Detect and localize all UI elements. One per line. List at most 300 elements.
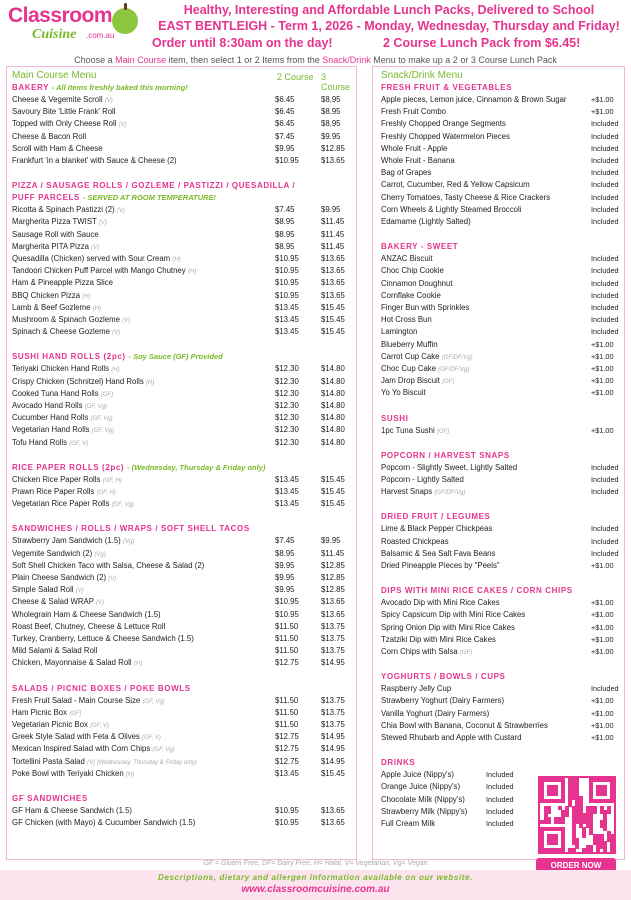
snack-item[interactable] [381,807,467,817]
website-link[interactable]: www.classroomcuisine.com.au [241,884,390,895]
menu-item[interactable] [12,156,177,166]
price-3-course: $13.65 [321,278,345,288]
snack-item[interactable] [381,782,460,792]
menu-item-name: Turkey, Cranberry, Lettuce & Cheese Sandwich (1.5) [12,634,194,643]
menu-item[interactable] [12,144,103,154]
price-3-course: $11.45 [321,548,345,558]
qr-code[interactable] [538,776,616,854]
brand-logo[interactable] [8,4,138,50]
snack-price: Included [591,168,619,178]
dietary-tag: (GF, Vg) [152,747,175,754]
section-name: BAKERY [12,83,49,92]
snack-price: Included [591,204,619,214]
menu-item-name: Topped with Only Cheese Roll [12,119,117,129]
snack-item-name: Choc Chip Cookie [381,266,444,276]
menu-item-name: GF Ham & Cheese Sandwich (1.5) [12,806,133,815]
header-line-1: Healthy, Interesting and Affordable Lunch Packs, Delivered to School [183,3,595,17]
qr-module [582,834,586,838]
snack-item-name: Dried Pineapple Pieces by "Peels" [381,561,500,570]
snack-item[interactable] [381,463,517,473]
section-heading: BAKERY - SWEET [381,242,459,252]
dietary-tag: (V) [104,98,113,104]
dietary-tag: (V) [108,576,117,582]
snack-price: +$1.00 [591,561,614,570]
menu-item[interactable] [12,573,116,584]
section-heading [12,181,295,191]
snack-item-name: ANZAC Biscuit [381,254,433,264]
snack-item[interactable] [381,352,473,363]
menu-item[interactable] [12,818,195,828]
snack-item[interactable] [381,340,438,350]
snack-item[interactable] [381,475,464,485]
snack-price: Included [591,254,619,264]
snack-item[interactable] [381,217,471,227]
snack-price: +$1.00 [591,95,614,104]
snack-price: Included [591,266,619,276]
snack-item[interactable] [381,647,472,658]
snack-item-name: Strawberry Milk (Nippy's) [381,806,468,816]
menu-item-name: Mushroom & Spinach Gozleme [12,315,120,324]
dietary-tag: (GF, Vg) [84,404,107,410]
price-3-course: $14.80 [321,376,345,386]
price-3-course: $14.95 [321,756,345,766]
section-name: PUFF PARCELS [12,193,80,203]
menu-item[interactable] [12,634,194,644]
snack-item-name: Whole Fruit - Banana [381,156,455,165]
menu-item-name: Prawn Rice Paper Rolls [12,487,95,496]
snack-item[interactable] [381,388,426,398]
snack-item-name: Corn Chips with Salsa [381,647,458,656]
snack-item-name: Avocado Dip with Mini Rice Cakes [381,598,500,608]
snack-item[interactable] [381,107,446,117]
price-2-course: $10.95 [275,609,299,619]
price-2-course: $11.50 [275,707,299,717]
menu-item[interactable] [12,806,132,816]
logo-sub-text: Cuisine [32,27,77,42]
price-2-course: $10.95 [275,266,299,276]
dietary-tag: (Vg) [94,551,106,558]
footer-info: Descriptions, dietary and allergen information available on our website. [158,873,473,882]
qr-module [589,848,593,852]
menu-item[interactable] [12,413,113,424]
snack-item[interactable] [381,327,417,337]
price-2-course: $7.45 [275,131,295,141]
menu-item[interactable] [12,303,101,314]
order-now-button[interactable]: ORDER NOW [536,858,616,874]
snack-price: Included [486,806,514,816]
qr-module [554,841,558,845]
snack-item-name: Whole Fruit - Apple [381,143,448,153]
price-3-course: $14.80 [321,388,345,398]
snack-item[interactable] [381,635,496,645]
order-deadline: Order until 8:30am on the day! [152,36,333,50]
snack-item-name: Vanilla Yoghurt (Dairy Farmers) [381,708,490,718]
section-heading [12,463,265,473]
snack-item-name: Blueberry Muffin [381,339,438,349]
qr-module [603,792,607,796]
snack-item[interactable] [381,266,444,276]
dietary-tag: (GF, H) [96,490,116,496]
menu-item[interactable] [12,107,116,117]
menu-item[interactable] [12,769,134,780]
snack-price: +$1.00 [591,388,614,398]
qr-module [561,799,565,803]
dietary-tag: (H) [125,771,135,778]
snack-price: +$1.00 [591,364,614,373]
menu-item[interactable] [12,487,116,498]
price-2-course: $12.30 [275,401,299,410]
snack-item[interactable] [381,537,449,547]
price-2-course: $12.30 [275,425,299,435]
snack-item-name: Freshly Chopped Orange Segments [381,119,506,129]
snack-item[interactable] [381,119,506,129]
snack-item[interactable] [381,279,453,289]
snack-item-name: Cinnamon Doughnut [381,278,453,288]
snack-price: Included [591,143,619,153]
menu-item[interactable] [12,585,84,596]
snack-item[interactable] [381,487,465,498]
menu-item-name: Teriyaki Chicken Hand Rolls [12,364,110,374]
price-2-course: $9.95 [275,560,295,570]
menu-item[interactable] [12,610,161,620]
menu-item[interactable] [12,696,165,707]
price-3-course: $15.45 [321,327,345,337]
price-3-course: $13.75 [321,720,345,729]
snack-item-name: Cornflake Cookie [381,290,441,300]
snack-price: Included [591,524,619,534]
section-heading [12,684,191,694]
menu-item-name: Strawberry Jam Sandwich (1.5) [12,536,121,546]
menu-item[interactable] [12,658,142,669]
menu-item[interactable] [12,401,107,412]
main-course-panel [6,66,357,860]
price-2-course: $10.95 [275,806,299,815]
dietary-tag: (H) [172,257,181,263]
snack-price: Included [591,217,619,226]
snack-item-name: Edamame (Lightly Salted) [381,217,471,226]
snack-item[interactable] [381,364,469,375]
logo-main-text: Classroom [8,4,113,27]
price-3-course: $11.45 [321,217,345,227]
menu-item-name: Greek Style Salad with Feta & Olives [12,732,140,742]
menu-item-name: Chicken, Mayonnaise & Salad Roll [12,658,132,668]
dietary-legend: GF = Gluten Free, DF= Dairy Free, H= Halal, V= Vegetarian, Vg= Vegan [203,860,428,867]
price-3-course: $14.95 [321,732,345,742]
section-name: GF SANDWICHES [12,794,88,803]
instruction-text: Choose a [74,55,116,65]
qr-module [572,848,576,852]
price-3-course: $14.80 [321,425,345,435]
snack-item[interactable] [381,291,441,301]
page-footer [0,870,631,900]
snack-item-name: 1pc Tuna Sushi [381,425,435,435]
menu-item[interactable] [12,744,175,755]
price-3-course: $13.65 [321,806,345,815]
price-2-course: $7.45 [275,536,295,546]
price-3-course: $11.45 [321,229,345,239]
col-2-course-header: 2 Course [277,72,314,82]
snack-item[interactable] [381,733,521,743]
menu-item[interactable] [12,499,134,510]
qr-module [554,792,558,796]
price-2-course: $12.75 [275,732,299,742]
menu-item-name: Wholegrain Ham & Cheese Sandwich (1.5) [12,609,161,619]
menu-item[interactable] [12,119,127,130]
snack-item[interactable] [381,598,500,608]
menu-item[interactable] [12,597,104,608]
menu-item[interactable] [12,561,204,571]
price-2-course: $13.45 [275,768,299,778]
section-name: SANDWICHES / ROLLS / WRAPS / SOFT SHELL TACOS [12,524,250,534]
snack-item[interactable] [381,623,515,633]
snack-item[interactable] [381,193,550,203]
snack-item-name: Tzatziki Dip with Mini Rice Cakes [381,634,496,644]
dietary-tag: (GF) [100,391,114,398]
snack-item[interactable] [381,819,435,829]
snack-item-name: Popcorn - Slightly Sweet, Lightly Salted [381,462,518,472]
snack-item[interactable] [381,696,504,706]
snack-item[interactable] [381,426,449,437]
menu-item-name: Poke Bowl with Teriyaki Chicken [12,768,124,778]
price-2-course: $13.45 [275,315,299,324]
menu-item-name: Vegetarian Hand Rolls [12,425,90,435]
snack-drink-panel [372,66,625,860]
dietary-tag: (GF, V) [90,723,109,729]
menu-item[interactable] [12,254,181,265]
price-3-course: $15.45 [321,768,345,778]
menu-item[interactable] [12,536,134,547]
snack-item[interactable] [381,156,455,166]
snack-item-name: Chocolate Milk (Nippy's) [381,794,465,804]
price-2-course: $10.95 [275,254,299,263]
dietary-tag: (GF) [442,379,455,386]
price-2-course: $12.75 [275,756,299,766]
section-subtitle: - All items freshly baked this morning! [51,83,188,92]
menu-item[interactable] [12,327,120,338]
snack-item-name: Stewed Rhubarb and Apple with Custard [381,733,522,742]
menu-item-name: Margherita Pizza TWIST [12,217,97,227]
qr-module [561,848,565,852]
snack-item-name: Corn Wheels & Lightly Steamed Broccoli [381,204,522,214]
snack-item[interactable] [381,709,489,719]
snack-price: +$1.00 [591,622,614,632]
menu-item[interactable] [12,475,122,486]
price-2-course: $10.95 [275,278,299,288]
instruction-highlight-snack: Snack/Drink [322,55,371,65]
price-2-course: $13.45 [275,474,299,484]
snack-price: Included [591,684,619,694]
snack-item[interactable] [381,721,548,731]
price-3-course: $15.45 [321,474,345,484]
menu-item[interactable] [12,622,165,632]
menu-item[interactable] [12,377,154,388]
snack-item-name: Yo Yo Biscuit [381,388,426,398]
menu-item[interactable] [12,95,113,106]
menu-item[interactable] [12,217,107,228]
snack-price: Included [591,548,619,558]
menu-item[interactable] [12,389,113,400]
dietary-tag: (V) [118,122,127,129]
snack-price: Included [591,290,619,300]
price-3-course: $13.75 [321,634,345,643]
snack-item[interactable] [381,303,469,313]
price-3-course: $14.95 [321,744,345,754]
price-3-course: $14.95 [321,658,345,668]
snack-price: Included [591,315,619,325]
price-2-course: $13.45 [275,499,299,509]
dietary-tag: (H) [133,661,143,668]
snack-item-name: Lamington [381,327,418,337]
snack-price: +$1.00 [591,339,614,349]
snack-item-name: Cherry Tomatoes, Tasty Cheese & Rice Crackers [381,192,551,202]
menu-item[interactable] [12,425,114,436]
section-heading [12,193,216,203]
menu-item[interactable] [12,242,99,253]
section-heading: DIPS WITH MINI RICE CAKES / CORN CHIPS [381,586,573,596]
snack-item[interactable] [381,770,454,780]
dietary-tag: (V) [116,208,125,215]
menu-item-name: Ricotta & Spinach Pastizzi (2) [12,205,115,215]
menu-item[interactable] [12,646,97,656]
snack-item-name: Raspberry Jelly Cup [381,684,452,694]
menu-item-name: Margherita PITA Pizza [12,241,89,251]
dietary-tag: (H) [111,367,120,374]
snack-item[interactable] [381,376,454,387]
menu-item-name: GF Chicken (with Mayo) & Cucumber Sandwich (1.5) [12,818,196,828]
snack-item[interactable] [381,795,465,805]
price-3-course: $11.45 [321,241,345,251]
snack-item[interactable] [381,254,433,264]
menu-item[interactable] [12,278,113,288]
dietary-tag: (V) [112,330,121,337]
snack-price: Included [486,770,514,780]
section-heading [12,352,223,362]
snack-item-name: Balsamic & Sea Salt Fava Beans [381,548,496,558]
menu-item-name: Plain Cheese Sandwich (2) [12,573,107,582]
dietary-tag: (V) [95,600,104,607]
snack-price: Included [591,327,619,337]
menu-item[interactable] [12,205,125,216]
snack-item-name: Harvest Snaps [381,487,433,497]
snack-item-name: Lime & Black Pepper Chickpeas [381,524,493,534]
snack-price: +$1.00 [591,107,614,117]
snack-item[interactable] [381,95,567,105]
snack-item[interactable] [381,168,431,178]
snack-item[interactable] [381,144,447,154]
snack-item-name: Jam Drop Biscuit [381,376,440,386]
snack-item[interactable] [381,684,451,694]
menu-item[interactable] [12,757,197,768]
menu-item-name: Crispy Chicken (Schnitzel) Hand Rolls [12,376,144,386]
dietary-tag: (GF/DF/Vg) [438,367,470,373]
snack-item-name: Carrot Cup Cake [381,351,440,361]
menu-item-name: Cooked Tuna Hand Rolls [12,388,99,398]
main-menu-title: Main Course Menu [12,70,97,81]
snack-item[interactable] [381,561,500,571]
section-heading: POPCORN / HARVEST SNAPS [381,450,510,460]
snack-price: Included [591,278,619,288]
snack-item[interactable] [381,205,521,215]
price-2-course: $13.45 [275,487,299,496]
dietary-tag: (V) [91,244,100,251]
price-2-course: $9.95 [275,585,295,595]
price-2-course: $6.45 [275,107,295,117]
price-2-course: $9.95 [275,573,295,582]
section-heading: YOGHURTS / BOWLS / CUPS [381,672,506,682]
menu-item[interactable] [12,230,99,240]
snack-item[interactable] [381,180,530,190]
qr-module [561,820,565,824]
snack-item[interactable] [381,549,495,559]
snack-price: Included [591,156,619,165]
menu-item-name: Ham & Pineapple Pizza Slice [12,278,113,288]
section-heading [12,83,188,93]
snack-item[interactable] [381,315,432,325]
menu-item-name: Sausage Roll with Sauce [12,229,99,239]
menu-item-name: Cheese & Vegemite Scroll [12,95,103,104]
snack-item-name: Carrot, Cucumber, Red & Yellow Capsicum [381,180,530,190]
menu-item[interactable] [12,732,161,743]
snack-item-name: Spicy Capsicum Dip with Mini Rice Cakes [381,610,526,620]
section-heading: SUSHI [381,413,409,423]
menu-item[interactable] [12,315,130,326]
menu-item-name: Tandoori Chicken Puff Parcel with Mango Chutney [12,266,186,276]
snack-item-name: Roasted Chickpeas [381,536,449,546]
menu-item[interactable] [12,364,120,375]
menu-item[interactable] [12,132,86,142]
price-2-course: $11.50 [275,634,299,643]
dietary-tag: (GF, Vg) [111,502,134,509]
price-3-course: $13.75 [321,646,345,656]
price-2-course: $10.95 [275,818,299,828]
price-3-course: $13.65 [321,597,345,607]
menu-item[interactable] [12,708,82,719]
menu-item-name: Scroll with Ham & Cheese [12,143,103,153]
dietary-tag: (GF, V) [69,440,89,447]
menu-item[interactable] [12,291,91,302]
menu-item[interactable] [12,549,106,560]
menu-item[interactable] [12,438,88,449]
price-3-course: $9.95 [321,205,341,215]
snack-item-name: Bag of Grapes [381,168,432,178]
section-name: RICE PAPER ROLLS (2pc) [12,462,125,472]
price-2-course: $13.45 [275,327,299,337]
menu-item[interactable] [12,720,109,731]
snack-item[interactable] [381,524,492,534]
menu-item-name: BBQ Chicken Pizza [12,290,81,300]
dietary-tag: (V) (Wednesday, Thursday & Friday only) [86,759,197,766]
menu-item-name: Ham Picnic Box [12,707,68,717]
price-2-course: $8.95 [275,229,295,239]
menu-item[interactable] [12,266,196,277]
price-3-course: $12.85 [321,585,345,595]
snack-item-name: Hot Cross Bun [381,315,432,325]
price-2-course: $11.50 [275,646,299,656]
snack-item[interactable] [381,610,525,620]
instruction-text: Menu to make up a 2 or 3 Course Lunch Pack [370,55,557,65]
ordering-instruction [0,55,631,65]
snack-price: Included [486,794,514,804]
menu-item-name: Mild Salami & Salad Roll [12,646,98,656]
menu-item-name: Simple Salad Roll [12,585,74,595]
snack-item-name: Finger Bun with Sprinkles [381,303,470,312]
price-2-course: $11.50 [275,720,299,729]
dietary-tag: (Vg) [122,539,135,546]
snack-item[interactable] [381,132,510,142]
dietary-tag: (GF, Vg) [91,428,114,435]
menu-item-name: Savoury Bite 'Little Frank' Roll [12,107,116,117]
section-subtitle: - SERVED AT ROOM TEMPERATURE! [82,193,216,203]
